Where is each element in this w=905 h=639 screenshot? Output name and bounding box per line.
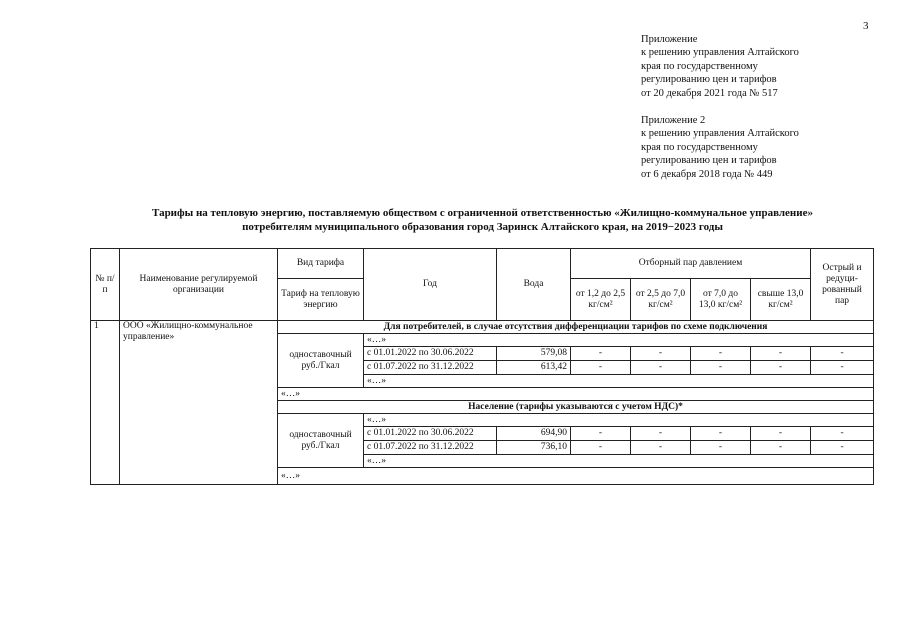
- steam-2-cell: -: [631, 427, 691, 441]
- header-steam-1: от 1,2 до 2,5 кг/см²: [571, 279, 631, 321]
- steam-4-cell: -: [751, 347, 811, 361]
- appendix-line: регулированию цен и тарифов: [641, 155, 777, 167]
- title-line-2: потребителям муниципального образования город Заринск Алтайского края, на 2019−2023 годы: [242, 221, 723, 233]
- appendix-line: Приложение: [641, 34, 698, 45]
- steam-4-cell: -: [751, 441, 811, 455]
- water-cell: 613,42: [497, 361, 571, 375]
- appendix-line: к решению управления Алтайского: [641, 47, 799, 59]
- appendix-line: края по государственному: [641, 141, 758, 153]
- appendix-line: Приложение 2: [641, 115, 706, 126]
- period-cell: с 01.07.2022 по 31.12.2022: [364, 361, 497, 375]
- period-cell: с 01.01.2022 по 30.06.2022: [364, 347, 497, 361]
- header-steam-group: Отборный пар давлением: [571, 249, 811, 279]
- ellipsis: «…»: [364, 375, 874, 388]
- header-org-name: Наименование регулируемой организации: [120, 249, 278, 321]
- org-num-cell: 1: [91, 321, 120, 485]
- period-cell: с 01.01.2022 по 30.06.2022: [364, 427, 497, 441]
- reduced-steam-cell: -: [811, 347, 874, 361]
- appendix-note-2: [641, 114, 799, 181]
- steam-2-cell: -: [631, 361, 691, 375]
- ellipsis: «…»: [364, 414, 874, 427]
- header-tariff-type: Вид тарифа: [278, 249, 364, 279]
- tariff-label: одноставочный руб./Гкал: [278, 334, 364, 388]
- steam-2-cell: -: [631, 441, 691, 455]
- appendix-line: к решению управления Алтайского: [641, 128, 799, 140]
- steam-1-cell: -: [571, 441, 631, 455]
- title-line-1: Тарифы на тепловую энергию, поставляемую обществом с ограниченной ответственностью «Жилищно-коммунальное управление»: [152, 207, 813, 219]
- section-heading: Население (тарифы указываются с учетом НДС)*: [278, 401, 874, 414]
- header-num: № п/п: [91, 249, 120, 321]
- appendix-line: края по государственному: [641, 60, 758, 72]
- steam-4-cell: -: [751, 361, 811, 375]
- header-tariff-sub: Тариф на тепловую энергию: [278, 279, 364, 321]
- steam-3-cell: -: [691, 427, 751, 441]
- steam-3-cell: -: [691, 441, 751, 455]
- appendix-note-1: [641, 33, 799, 100]
- appendix-line: от 20 декабря 2021 года № 517: [641, 87, 778, 99]
- steam-1-cell: -: [571, 427, 631, 441]
- steam-1-cell: -: [571, 347, 631, 361]
- appendix-line: регулированию цен и тарифов: [641, 74, 777, 86]
- document-title: [60, 206, 905, 234]
- steam-1-cell: -: [571, 361, 631, 375]
- ellipsis: «…»: [364, 455, 874, 468]
- steam-2-cell: -: [631, 347, 691, 361]
- header-water: Вода: [497, 249, 571, 321]
- header-steam-4: свыше 13,0 кг/см²: [751, 279, 811, 321]
- section-heading-row: [91, 321, 874, 334]
- ellipsis: «…»: [364, 334, 874, 347]
- appendix-line: от 6 декабря 2018 года № 449: [641, 168, 773, 180]
- steam-3-cell: -: [691, 347, 751, 361]
- page-number: 3: [863, 20, 869, 32]
- org-name-cell: ООО «Жилищно-коммунальное управление»: [120, 321, 278, 485]
- water-cell: 579,08: [497, 347, 571, 361]
- tariff-table: [90, 248, 874, 485]
- period-cell: с 01.07.2022 по 31.12.2022: [364, 441, 497, 455]
- ellipsis: «…»: [278, 468, 874, 485]
- reduced-steam-cell: -: [811, 427, 874, 441]
- water-cell: 736,10: [497, 441, 571, 455]
- steam-3-cell: -: [691, 361, 751, 375]
- tariff-label: одноставочный руб./Гкал: [278, 414, 364, 468]
- reduced-steam-cell: -: [811, 361, 874, 375]
- reduced-steam-cell: -: [811, 441, 874, 455]
- header-row: [91, 249, 874, 279]
- header-steam-2: от 2,5 до 7,0 кг/см²: [631, 279, 691, 321]
- header-period: Год: [364, 249, 497, 321]
- header-reduced-steam: Острый и редуци-рованный пар: [811, 249, 874, 321]
- water-cell: 694,90: [497, 427, 571, 441]
- header-steam-3: от 7,0 до 13,0 кг/см²: [691, 279, 751, 321]
- section-heading: Для потребителей, в случае отсутствия дифференциации тарифов по схеме подключения: [278, 321, 874, 334]
- ellipsis: «…»: [278, 388, 874, 401]
- steam-4-cell: -: [751, 427, 811, 441]
